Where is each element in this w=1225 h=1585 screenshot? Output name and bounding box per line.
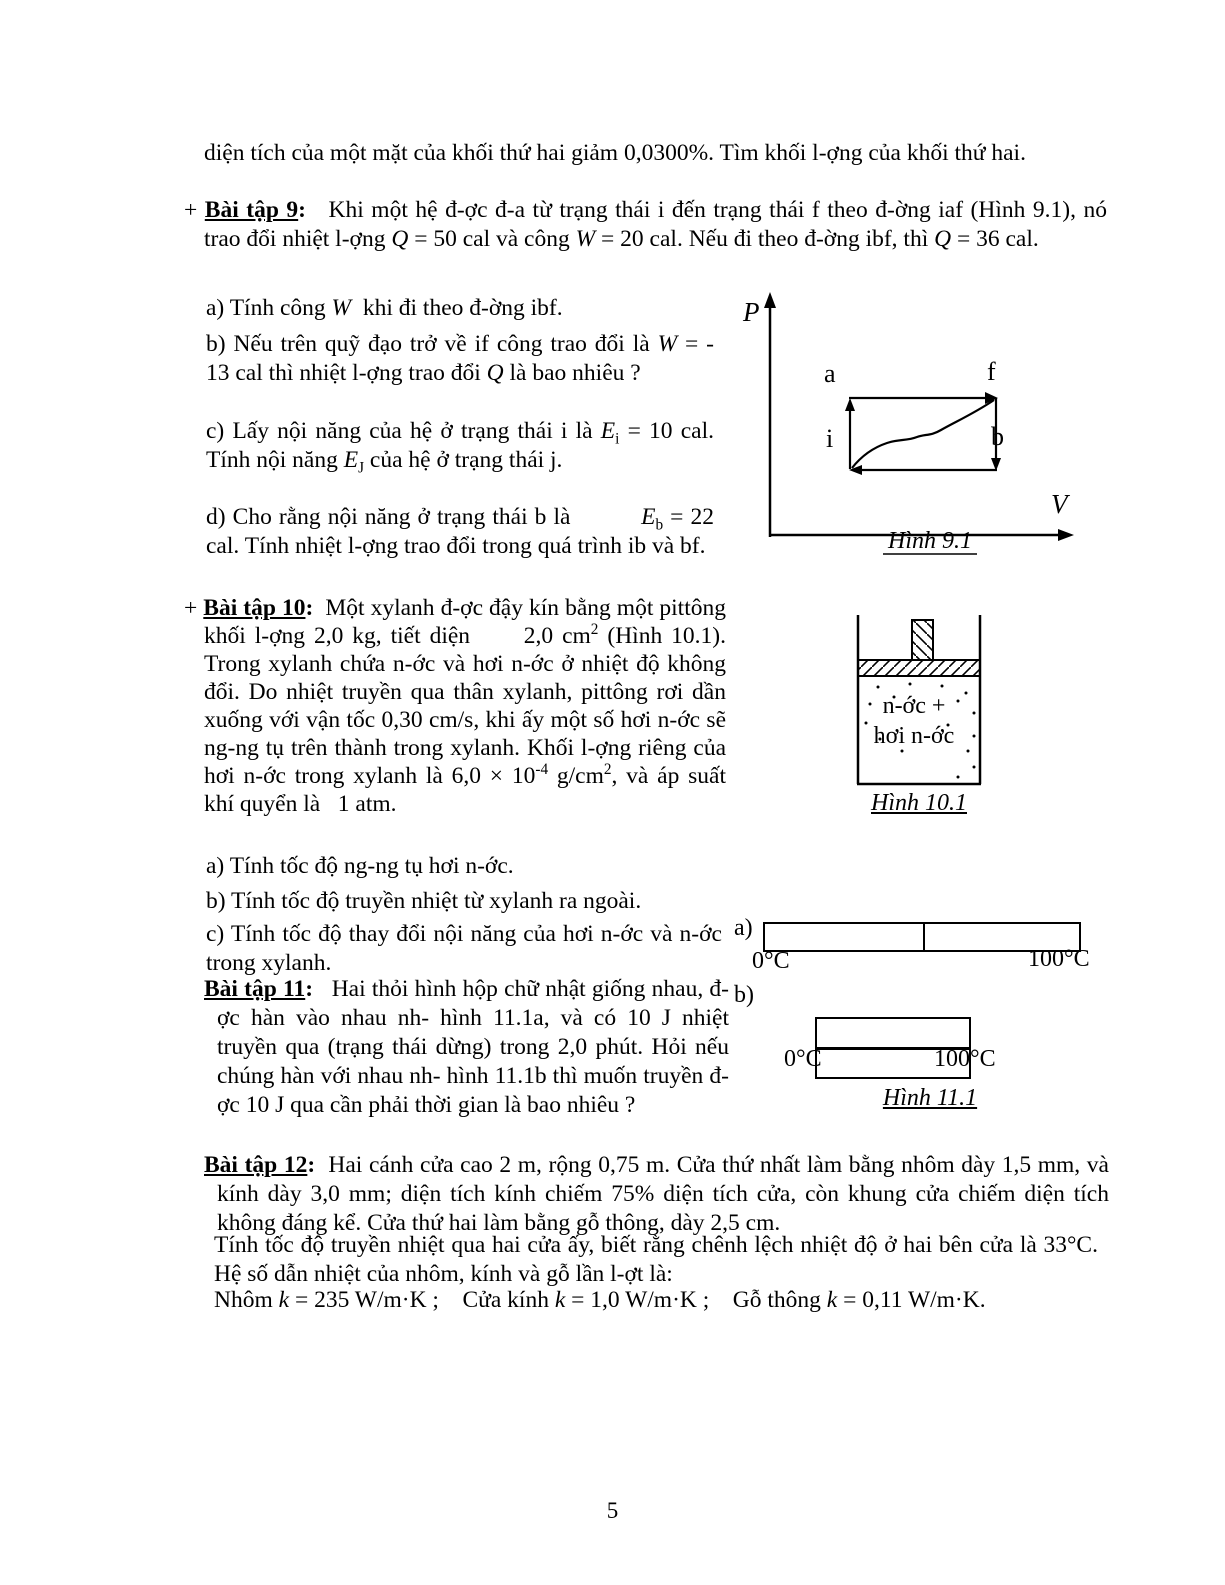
figure-11-1-caption: Hình 11.1 bbox=[882, 1085, 978, 1111]
exercise-12-heading: Bài tập 12: Hai cánh cửa cao 2 m, rộng 0,75 m. Cửa thứ nhất làm bằng nhôm dày 1,5 mm, và kính dày 3,0 mm; diện tích kính chiếm 75% diện tích cửa, còn khung cửa chiếm diện tích không đáng kể. Cửa thứ hai làm bằng gỗ thông, dày 2,5 cm. bbox=[204, 1152, 1115, 1236]
cylinder-content-line1: n-ớc + bbox=[882, 693, 946, 719]
figure-10-1-caption: Hình 10.1 bbox=[871, 790, 967, 816]
figure-11-1-label-b: b) bbox=[734, 982, 754, 1008]
axis-label-v: V bbox=[1051, 489, 1068, 519]
bar-b-temp-left: 0°C bbox=[784, 1046, 822, 1072]
exercise-10-heading: + Bài tập 10: Một xylanh đ-ợc đậy kín bằng một pittông khối l-ợng 2,0 kg, tiết diện 2,0 $cm^2$ (Hình 10.1). Trong xylanh chứa n-ớc và hơi n-ớc ở nhiệt độ không đổi. Do nhiệt truyền qua thân xylanh, pittông rơi dần xuống với vận tốc 0,30 cm/s, khi ấy một số hơi n-ớc sẽ ng-ng tụ trên thành trong xylanh. Khối l-ợng riêng của hơi n-ớc trong xylanh là $6,0 \times 10^{-4}$ $g/cm^2$, và áp suất khí quyển là 1 atm. bbox=[184, 595, 732, 817]
point-label-b: b bbox=[991, 422, 1004, 451]
point-label-a: a bbox=[824, 359, 836, 388]
arrow-up bbox=[845, 398, 855, 411]
exercise-9-item-a: a) Tính công W khi đi theo đ-ờng ibf. bbox=[206, 295, 563, 321]
bar-b-temp-right: 100°C bbox=[934, 1046, 996, 1072]
figure-11-1-label-a: a) bbox=[734, 915, 753, 941]
exercise-9-heading: + Bài tập 9: Khi một hệ đ-ợc đ-a từ trạng thái i đến trạng thái f theo đ-ờng iaf (Hình 9.1), nó trao đổi nhiệt l-ợng Q = 50 cal và công W = 20 cal. Nếu đi theo đ-ờng ibf, thì Q = 36 cal. bbox=[184, 197, 1113, 252]
piston-rod bbox=[912, 620, 933, 660]
cylinder-content-line2: hơi n-ớc bbox=[873, 723, 955, 749]
piston-plate bbox=[858, 660, 980, 676]
intro-paragraph: diện tích của một mặt của khối thứ hai giảm 0,0300%. Tìm khối l-ợng của khối thứ hai. bbox=[204, 140, 1026, 166]
axis-label-p: P bbox=[743, 297, 760, 327]
figure-9-1-pv-diagram bbox=[703, 284, 1093, 564]
exercise-10-item-c: c) Tính tốc độ thay đổi nội năng của hơi n-ớc và n-ớc trong xylanh. bbox=[206, 921, 728, 976]
page-number: 5 bbox=[606, 1498, 619, 1523]
figure-9-1-caption: Hình 9.1 bbox=[888, 528, 972, 554]
path-i-to-f-curve bbox=[852, 400, 994, 468]
exercise-9-item-c: c) Lấy nội năng của hệ ở trạng thái i là $E_i = 10$ cal. Tính nội năng $E_J$ của hệ ở trạng thái j. bbox=[206, 418, 720, 477]
exercise-10-item-b: b) Tính tốc độ truyền nhiệt từ xylanh ra ngoài. bbox=[206, 888, 642, 914]
bar-a-divider bbox=[923, 924, 925, 950]
figure-10-1-cylinder bbox=[850, 601, 995, 796]
point-label-i: i bbox=[826, 424, 834, 453]
p-axis-arrow bbox=[764, 292, 776, 308]
v-axis-arrow bbox=[1058, 529, 1074, 541]
exercise-9-item-b: b) Nếu trên quỹ đạo trở về if công trao đổi là W = - 13 cal thì nhiệt l-ợng trao đổi Q là bao nhiêu ? bbox=[206, 331, 720, 386]
exercise-10-item-a: a) Tính tốc độ ng-ng tụ hơi n-ớc. bbox=[206, 853, 514, 879]
exercise-9-item-d: d) Cho rằng nội năng ở trạng thái b là $E_b = 22$ cal. Tính nhiệt l-ợng trao đổi trong quá trình ib và bf. bbox=[206, 504, 720, 559]
bar-a-temp-left: 0°C bbox=[752, 948, 790, 974]
bar-a-temp-right: 100°C bbox=[1028, 946, 1090, 972]
exercise-12-coefficients: Nhôm k = 235 W/m·K ; Cửa kính k = 1,0 W/m·K ; Gỗ thông k = 0,11 W/m·K. bbox=[214, 1287, 986, 1313]
exercise-12-note: Tính tốc độ truyền nhiệt qua hai cửa ấy, biết rằng chênh lệch nhiệt độ ở hai bên cửa là 33°C. Hệ số dẫn nhiệt của nhôm, kính và gỗ lần l-ợt là: bbox=[214, 1232, 1104, 1287]
point-label-f: f bbox=[987, 357, 996, 386]
exercise-11-heading: Bài tập 11: Hai thỏi hình hộp chữ nhật giống nhau, đ-ợc hàn vào nhau nh- hình 11.1a, và có 10 J nhiệt truyền qua (trạng thái dừng) trong 2,0 phút. Hỏi nếu chúng hàn với nhau nh- hình 11.1b thì muốn truyền đ-ợc 10 J qua cần phải thời gian là bao nhiêu ? bbox=[204, 976, 735, 1118]
